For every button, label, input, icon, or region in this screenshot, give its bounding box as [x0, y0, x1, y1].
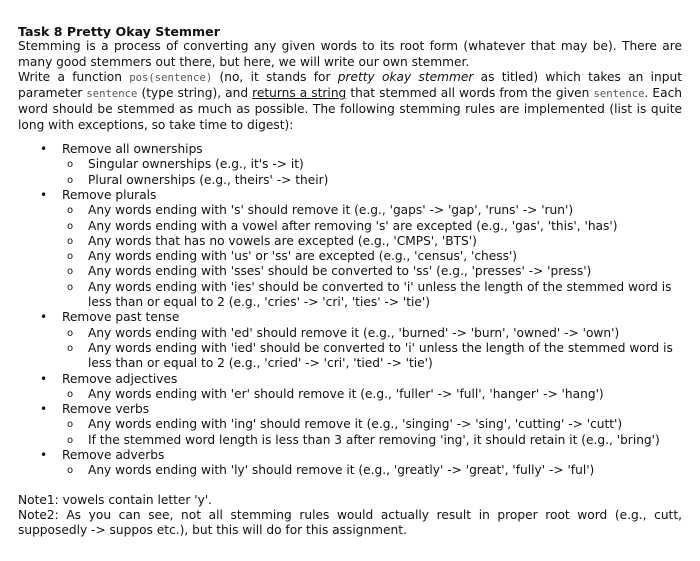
circle-bullet-icon: o [67, 174, 74, 186]
rule-items-list [62, 203, 682, 310]
rule-items-list [62, 387, 682, 402]
circle-bullet-icon: o [67, 388, 74, 400]
rule-item-text: Any words ending with a vowel after removing 's' are excepted (e.g., 'gas', 'this', 'has') [88, 218, 618, 233]
rule-item-text: Any words ending with 'ed' should remove it (e.g., 'burned' -> 'burn', 'owned' -> 'own') [88, 325, 620, 340]
rule-item [62, 326, 682, 341]
intro-text: that stemmed all words from the given [346, 86, 594, 101]
rule-heading: Remove adjectives [62, 371, 178, 386]
circle-bullet-icon: o [67, 465, 74, 477]
bullet-icon: • [40, 371, 48, 386]
underlined-phrase: returns a string [252, 86, 347, 101]
rule-items-list [62, 157, 682, 188]
note-1: Note1: vowels contain letter 'y'. [18, 492, 213, 507]
circle-bullet-icon: o [67, 419, 74, 431]
intro-text: Write a function [18, 69, 130, 84]
task-title: Task 8 Pretty Okay Stemmer [18, 24, 220, 39]
intro-text: as titled) which takes an input parameter [18, 69, 682, 101]
rule-items-list [62, 463, 682, 478]
rule-item [62, 219, 682, 234]
rule-heading: Remove plurals [62, 187, 157, 202]
circle-bullet-icon: o [67, 235, 74, 247]
rule-item [62, 387, 682, 402]
intro-paragraph-2 [18, 70, 682, 133]
rule-group [18, 142, 682, 188]
rule-item-text: Any words ending with 'ly' should remove it (e.g., 'greatly' -> 'great', 'fully' -> 'ful') [88, 463, 595, 478]
bullet-icon: • [40, 142, 48, 157]
bullet-icon: • [40, 402, 48, 417]
rule-item-text: If the stemmed word length is less than 3 after removing 'ing', it should retain it (e.g., 'bring') [88, 432, 660, 447]
rule-item-text: Any words ending with 'us' or 'ss' are excepted (e.g., 'census', 'chess') [88, 249, 518, 264]
circle-bullet-icon: o [67, 342, 74, 354]
rule-item [62, 173, 682, 188]
rule-item [62, 234, 682, 249]
rule-item [62, 264, 682, 279]
rule-item [62, 157, 682, 172]
rule-group [18, 188, 682, 310]
rule-group [18, 310, 682, 371]
rule-items-list [62, 326, 682, 372]
circle-bullet-icon: o [67, 159, 74, 171]
rule-group [18, 372, 682, 403]
bullet-icon: • [40, 448, 48, 463]
rule-item [62, 417, 682, 432]
bullet-icon: • [40, 187, 48, 202]
circle-bullet-icon: o [67, 220, 74, 232]
rule-item-text: Any words ending with 'er' should remove it (e.g., 'fuller' -> 'full', 'hanger' -> 'hang') [88, 386, 604, 401]
italic-phrase: pretty okay stemmer [337, 69, 474, 84]
rule-item [62, 280, 682, 311]
intro-text: (type string), and [137, 86, 253, 101]
rule-item-text: Singular ownerships (e.g., it's -> it) [88, 157, 304, 172]
rule-heading: Remove all ownerships [62, 142, 203, 157]
intro-text: . Each word should be stemmed as much as possible. The following stemming rules are implemented (list is quite long with exceptions, so take time to digest): [18, 86, 682, 132]
parameter-code: sentence [593, 88, 645, 101]
rule-item-text: Any words that has no vowels are excepted (e.g., 'CMPS', 'BTS') [88, 233, 477, 248]
rule-item-text: Any words ending with 'sses' should be converted to 'ss' (e.g., 'presses' -> 'press') [88, 264, 592, 279]
notes-section [18, 493, 682, 539]
rule-item-text: Any words ending with 'ies' should be converted to 'i' unless the length of the stemmed word is less than or equal to 2 (e.g., 'cries' -> 'cri', 'ties' -> 'tie') [88, 279, 672, 310]
circle-bullet-icon: o [67, 205, 74, 217]
rule-heading: Remove adverbs [62, 448, 165, 463]
rule-items-list [62, 417, 682, 448]
circle-bullet-icon: o [67, 327, 74, 339]
rule-item-text: Any words ending with 's' should remove it (e.g., 'gaps' -> 'gap', 'runs' -> 'run') [88, 203, 574, 218]
rule-item-text: Any words ending with 'ied' should be converted to 'i' unless the length of the stemmed word is less than or equal to 2 (e.g., 'cried' -> 'cri', 'tied' -> 'tie') [88, 340, 673, 371]
rule-item-text: Plural ownerships (e.g., theirs' -> their) [88, 172, 329, 187]
stemming-rules-list [18, 142, 682, 479]
circle-bullet-icon: o [67, 434, 74, 446]
circle-bullet-icon: o [67, 281, 74, 293]
circle-bullet-icon: o [67, 266, 74, 278]
bullet-icon: • [40, 310, 48, 325]
rule-heading: Remove past tense [62, 310, 180, 325]
rule-group [18, 448, 682, 479]
intro-paragraph-1: Stemming is a process of converting any given words to its root form (whatever that may be). There are many good stemmers out there, but here, we will write our own stemmer. [18, 39, 682, 69]
note-2: Note2: As you can see, not all stemming rules would actually result in proper root word (e.g., cutt, supposedly -> suppos etc.), but this will do for this assignment. [18, 507, 682, 538]
rule-item [62, 341, 682, 372]
rule-item [62, 249, 682, 264]
rule-item [62, 203, 682, 218]
rule-item-text: Any words ending with 'ing' should remove it (e.g., 'singing' -> 'sing', 'cutting' -> 'cutt') [88, 417, 623, 432]
intro-text: (no, it stands for [212, 69, 338, 84]
rule-heading: Remove verbs [62, 402, 150, 417]
rule-item [62, 463, 682, 478]
rule-group [18, 402, 682, 448]
circle-bullet-icon: o [67, 251, 74, 263]
parameter-code: sentence [86, 88, 138, 101]
rule-item [62, 433, 682, 448]
function-signature-code: pos(sentence) [129, 71, 213, 84]
